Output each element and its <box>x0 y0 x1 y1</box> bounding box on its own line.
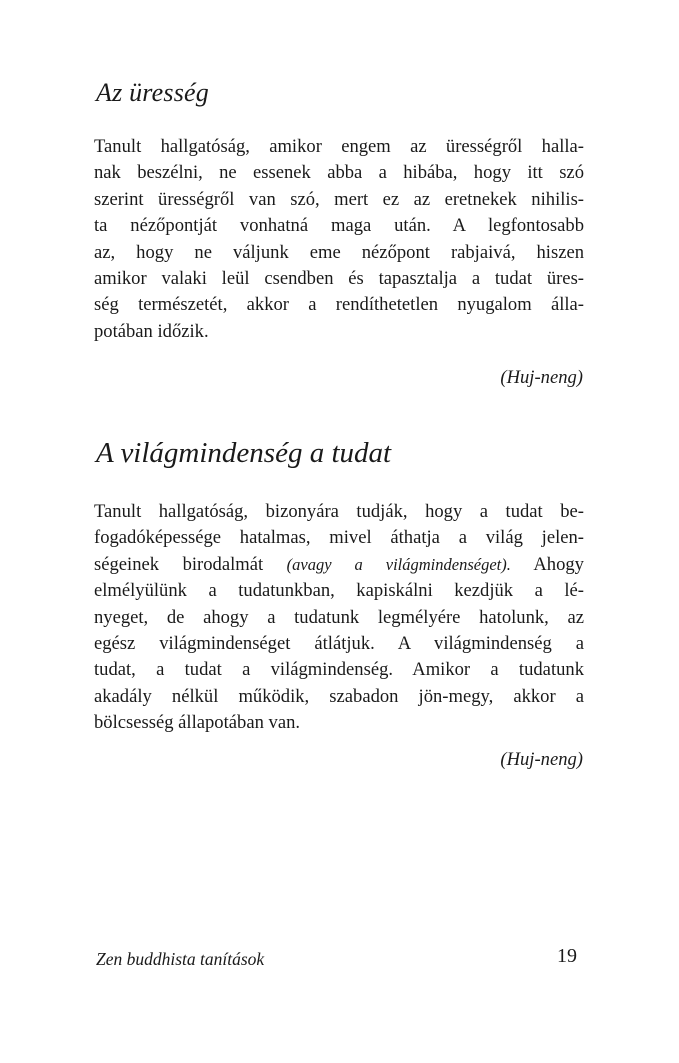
running-footer-title: Zen buddhista tanítások <box>96 949 265 969</box>
text-line: ta nézőpontját vonhatná maga után. A legfontosabb <box>94 215 584 237</box>
section-title-universe-is-mind: A világmindenség a tudat <box>96 437 392 469</box>
text-line: az, hogy ne váljunk eme nézőpont rabjaivá, hiszen <box>94 241 584 263</box>
text-line: egész világmindenséget átlátjuk. A világmindenség a <box>94 633 584 655</box>
text-line: nak beszélni, ne essenek abba a hibába, hogy itt szó <box>94 162 584 184</box>
text-line: Tanult hallgatóság, amikor engem az ürességről halla- <box>94 136 584 157</box>
text-segment: Ahogy <box>510 553 584 575</box>
text-line: amikor valaki leül csendben és tapasztalja a tudat üres- <box>94 268 584 290</box>
text-line: potában időzik. <box>94 320 209 342</box>
paragraph-emptiness <box>94 134 584 345</box>
text-line: elmélyülünk a tudatunkban, kapiskálni kezdjük a lé- <box>94 580 584 602</box>
text-segment: ségeinek birodalmát <box>94 553 287 575</box>
text-line: akadály nélkül működik, szabadon jön-megy, akkor a <box>94 685 584 707</box>
paragraph-universe-is-mind <box>94 499 584 737</box>
section-title-emptiness: Az üresség <box>96 78 209 107</box>
text-line: bölcsesség állapotában van. <box>94 712 301 734</box>
attribution-huj-neng-2: (Huj-neng) <box>500 749 583 770</box>
text-line: tudat, a tudat a világmindenség. Amikor a tudatunk <box>94 659 584 681</box>
text-line: ség természetét, akkor a rendíthetetlen nyugalom álla- <box>94 294 584 316</box>
text-line: Tanult hallgatóság, bizonyára tudják, hogy a tudat be- <box>94 501 584 522</box>
text-line: nyeget, de ahogy a tudatunk legmélyére hatolunk, az <box>94 606 584 628</box>
page-number: 19 <box>557 945 577 967</box>
italic-aside: (avagy a világmindenséget). <box>286 554 511 574</box>
text-line: fogadóképessége hatalmas, mivel áthatja a világ jelen- <box>94 527 584 549</box>
text-line <box>94 552 584 578</box>
text-line: szerint ürességről van szó, mert ez az eretnekek nihilis- <box>94 188 584 210</box>
attribution-huj-neng-1: (Huj-neng) <box>500 367 583 388</box>
